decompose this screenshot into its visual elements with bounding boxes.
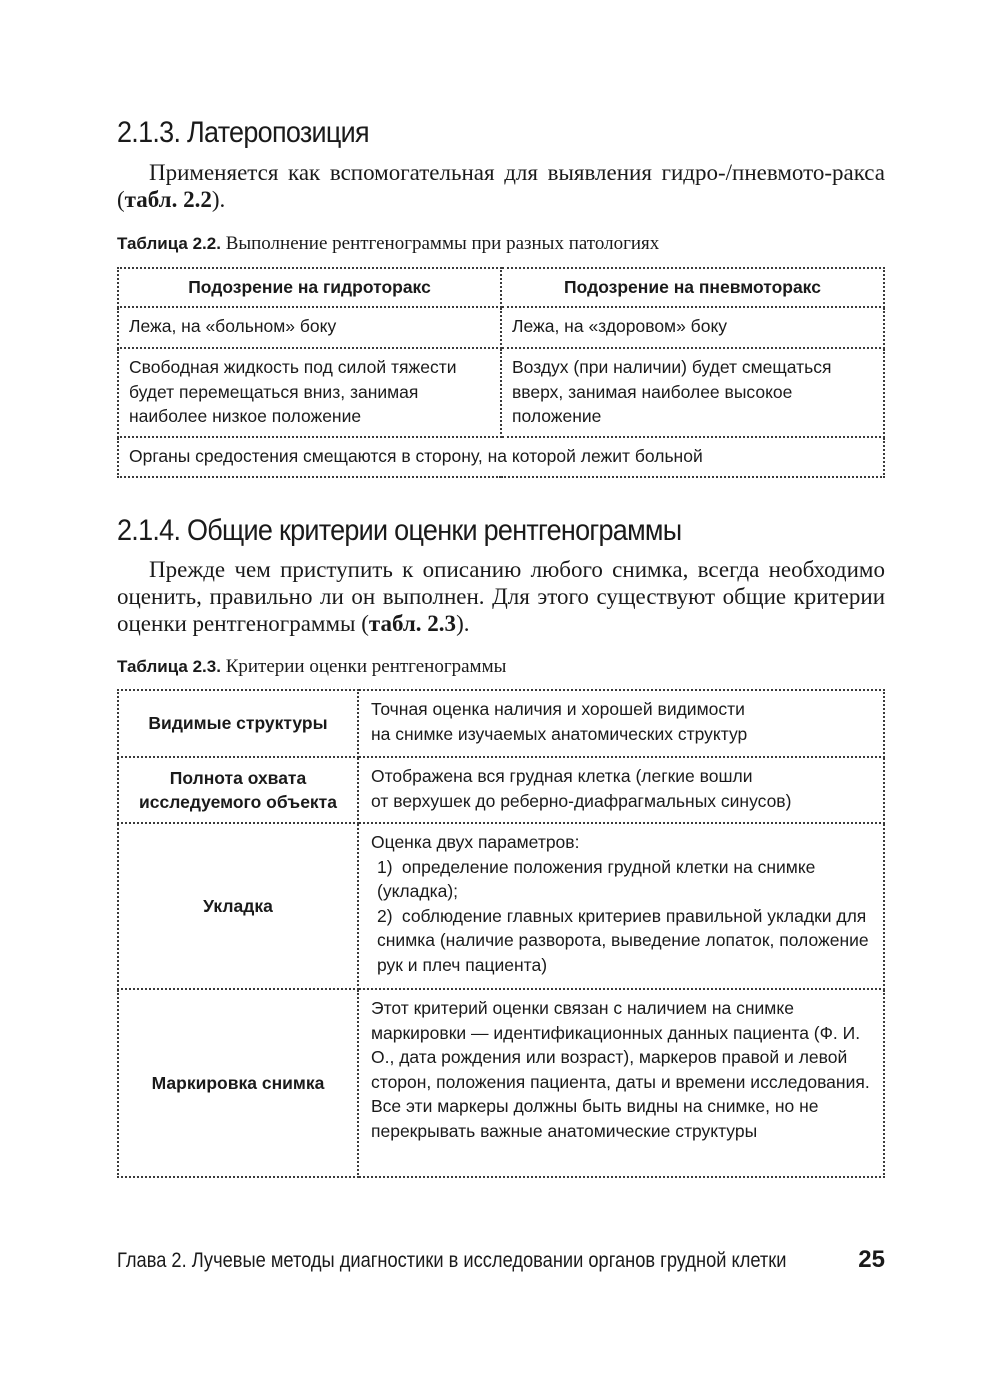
running-footer: Глава 2. Лучевые методы диагностики в исследовании органов грудной клетки <box>117 1249 787 1272</box>
criterion-labeling: Маркировка снимка <box>118 989 358 1177</box>
list-number: 2) <box>377 905 393 926</box>
table-cell: Лежа, на «больном» боку <box>118 307 501 348</box>
caption-label: Таблица 2.2. <box>117 234 221 253</box>
list-intro: Оценка двух параметров: <box>371 832 580 852</box>
text-line: Отображена вся грудная клетка (легкие вошли <box>371 766 753 786</box>
header-hydrothorax: Подозрение на гидроторакс <box>118 268 501 307</box>
list-item <box>371 904 873 978</box>
table-2-3-caption <box>117 656 506 678</box>
caption-text: Критерии оценки рентгенограммы <box>220 656 507 677</box>
caption-text: Выполнение рентгенограммы при разных патологиях <box>220 233 660 254</box>
table-row <box>118 823 884 989</box>
table-2-2-caption <box>117 233 659 255</box>
table-row <box>118 690 884 757</box>
caption-label: Таблица 2.3. <box>117 657 221 676</box>
table-cell: Лежа, на «здоровом» боку <box>501 307 884 348</box>
table-2-2 <box>117 267 885 478</box>
section-heading-2-1-4: 2.1.4. Общие критерии оценки рентгенограммы <box>117 514 682 547</box>
section-2-1-3-paragraph <box>117 159 885 213</box>
table-header-row <box>118 268 884 307</box>
text-line: исследуемого объекта <box>138 792 337 812</box>
table-footer-cell: Органы средостения смещаются в сторону, на которой лежит больной <box>118 437 884 477</box>
table-cell: Воздух (при наличии) будет смещаться вверх, занимая наиболее высокое положение <box>501 348 884 437</box>
text-line: Полнота охвата <box>169 767 307 788</box>
text-line: на снимке изучаемых анатомических структур <box>371 723 748 744</box>
paragraph-text: Прежде чем приступить к описанию любого снимка, всегда необходимо оценить, правильно ли он выполнен. Для этого существуют общие критерии оценки рентгенограммы ( <box>117 557 885 636</box>
criterion-visible-structures: Видимые структуры <box>118 690 358 757</box>
criterion-positioning: Укладка <box>118 823 358 989</box>
list-text: определение положения грудной клетки на снимке (укладка); <box>377 856 816 901</box>
paragraph-end: ). <box>456 611 470 636</box>
list-number: 1) <box>377 856 393 877</box>
section-heading-2-1-3: 2.1.3. Латеропозиция <box>117 116 369 149</box>
table-row <box>118 757 884 823</box>
text-line: Точная оценка наличия и хорошей видимости <box>371 699 745 719</box>
table-reference: табл. 2.2 <box>124 187 212 212</box>
table-row <box>118 348 884 437</box>
list-text: соблюдение главных критериев правильной укладки для снимка (наличие разворота, выведение лопаток, положение рук и плеч пациента) <box>377 905 869 975</box>
table-row <box>118 437 884 477</box>
table-reference: табл. 2.3 <box>368 611 457 636</box>
criterion-coverage <box>118 757 358 823</box>
criterion-description <box>358 690 884 757</box>
table-row <box>118 307 884 348</box>
table-cell: Свободная жидкость под силой тяжести будет перемещаться вниз, занимая наиболее низкое положение <box>118 348 501 437</box>
page-number: 25 <box>858 1246 885 1273</box>
criterion-description <box>358 823 884 989</box>
criterion-description: Этот критерий оценки связан с наличием на снимке маркировки — идентификационных данных пациента (Ф. И. О., дата рождения или возраст), маркеров правой и левой сторон, положения пациента, даты и времени исследования. Все эти маркеры должны быть видны на снимке, но не перекрывать важные анатомические структуры <box>358 989 884 1177</box>
criterion-description <box>358 757 884 823</box>
section-2-1-4-paragraph <box>117 556 885 637</box>
paragraph-text: Применяется как вспомогательная для выявления гидро-/пневмото-ракса ( <box>117 160 885 212</box>
paragraph-end: ). <box>211 187 226 212</box>
list-item <box>371 855 873 904</box>
table-2-3 <box>117 689 885 1178</box>
header-pneumothorax: Подозрение на пневмоторакс <box>501 268 884 307</box>
table-row <box>118 989 884 1177</box>
text-line: от верхушек до реберно-диафрагмальных синусов) <box>371 790 792 811</box>
